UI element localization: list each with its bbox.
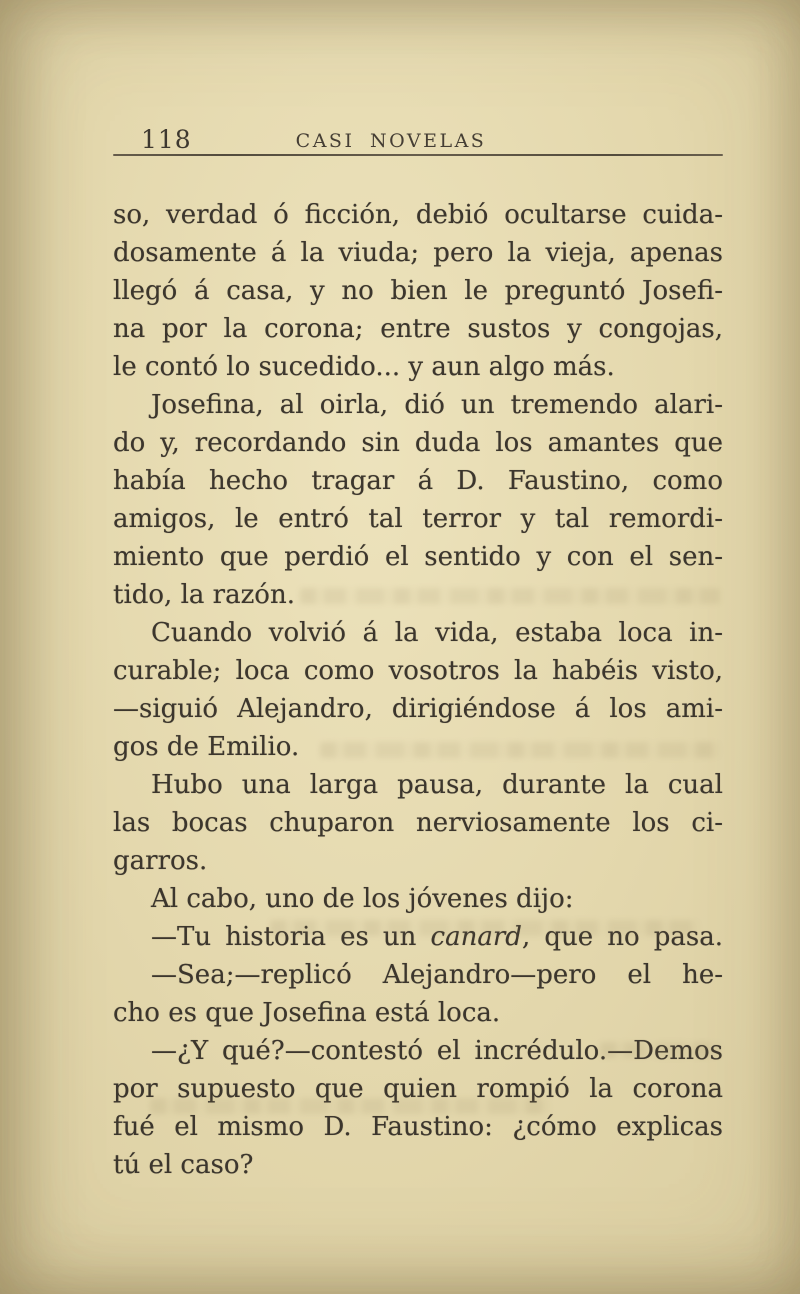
- text-line: —Sea;—replicó Alejandro—pero el he-: [151, 960, 723, 990]
- text-line: garros.: [113, 846, 208, 876]
- text-line: dosamente á la viuda; pero la vieja, apenas: [113, 238, 723, 268]
- text-line: llegó á casa, y no bien le preguntó Josefi-: [113, 276, 723, 306]
- text-line: tú el caso?: [113, 1150, 254, 1180]
- running-title: CASI NOVELAS: [295, 130, 487, 152]
- bleedthrough-ghost: [320, 742, 720, 758]
- bleedthrough-ghost: [150, 1098, 550, 1114]
- text-line: fué el mismo D. Faustino: ¿cómo explicas: [113, 1112, 723, 1142]
- text-line: amigos, le entró tal terror y tal remordi-: [113, 504, 723, 534]
- header-rule: [113, 154, 723, 156]
- bleedthrough-ghost: [600, 1042, 720, 1058]
- text-line: do y, recordando sin duda los amantes que: [113, 428, 723, 458]
- text-line: le contó lo sucedido... y aun algo más.: [113, 352, 615, 382]
- text-line: por supuesto que quien rompió la corona: [113, 1074, 723, 1104]
- text-line: había hecho tragar á D. Faustino, como: [113, 466, 723, 496]
- text-line: las bocas chuparon nerviosamente los ci-: [113, 808, 723, 838]
- page-number: 118: [141, 125, 192, 154]
- text-line: cho es que Josefina está loca.: [113, 998, 501, 1028]
- text-line: so, verdad ó ficción, debió ocultarse cuida-: [113, 200, 723, 230]
- text-line: Hubo una larga pausa, durante la cual: [151, 770, 723, 800]
- bleedthrough-ghost: [270, 920, 700, 936]
- text-line: —siguió Alejandro, dirigiéndose á los ami-: [113, 694, 723, 724]
- text-line: —¿Y qué?—contestó el incrédulo.—Demos: [151, 1036, 723, 1066]
- bleedthrough-ghost: [300, 588, 720, 604]
- text-line: miento que perdió el sentido y con el sen-: [113, 542, 723, 572]
- body-text: [113, 196, 723, 1184]
- text-line: Al cabo, uno de los jóvenes dijo:: [151, 884, 574, 914]
- text-line: na por la corona; entre sustos y congojas,: [113, 314, 723, 344]
- text-line: Josefina, al oirla, dió un tremendo alari-: [151, 390, 723, 420]
- text-line: tido, la razón.: [113, 580, 295, 610]
- text-line: Cuando volvió á la vida, estaba loca in-: [151, 618, 723, 648]
- text-line: gos de Emilio.: [113, 732, 300, 762]
- text-line: —Tu historia es un canard, que no pasa.: [151, 922, 723, 952]
- text-line: curable; loca como vosotros la habéis visto,: [113, 656, 723, 686]
